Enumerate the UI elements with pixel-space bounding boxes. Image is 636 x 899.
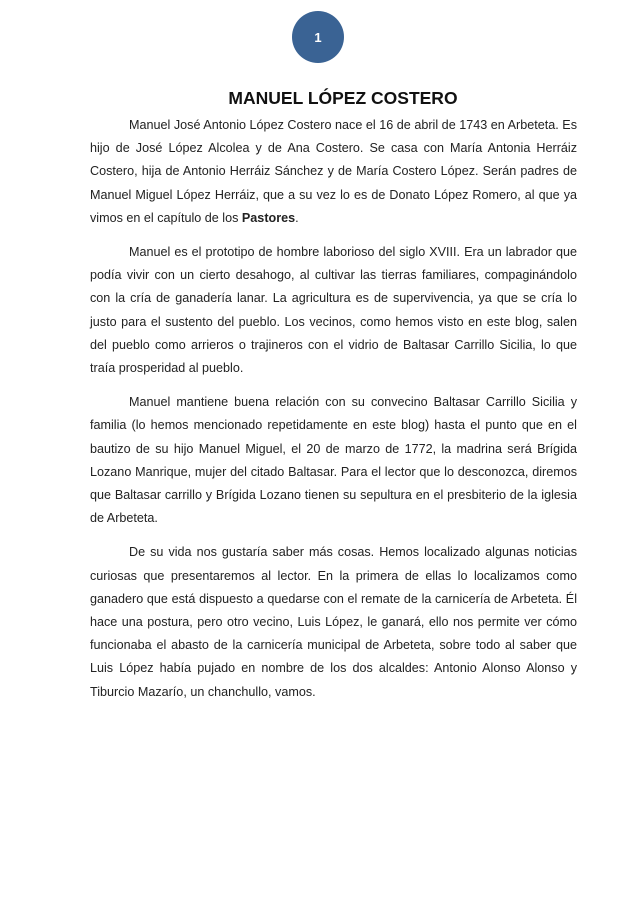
page-title: MANUEL LÓPEZ COSTERO bbox=[228, 87, 458, 108]
paragraph: De su vida nos gustaría saber más cosas. Hemos localizado algunas noticias curiosas que presentaremos al lector. En la primera de ellas lo localizamos como ganadero que está dispuesto a quedarse con el remate de la carnicería de Arbeteta. Él hace una postura, pero otro vecino, Luis López, le ganará, ello nos permite ver cómo funcionaba el abasto de la carnicería municipal de Arbeteta, sobre todo al saber que Luis López había pujado en nombre de los dos alcaldes: Antonio Alonso Alonso y Tiburcio Mazarío, un chanchullo, vamos. bbox=[90, 545, 577, 699]
document-body bbox=[90, 114, 577, 715]
bold-term: Pastores bbox=[241, 210, 296, 225]
page-number: 1 bbox=[314, 29, 322, 45]
paragraph: Manuel es el prototipo de hombre laborioso del siglo XVIII. Era un labrador que podía vivir con un cierto desahogo, al cultivar las tierras familiares, compaginándolo con la cría de ganadería lanar. La agricultura es de supervivencia, ya que se cría lo justo para el sustento del pueblo. Los vecinos, como hemos visto en este blog, salen del pueblo como arrieros o trajineros con el vidrio de Baltasar Carrillo Sicilia, lo que traía prosperidad al pueblo. bbox=[90, 245, 577, 376]
paragraph bbox=[90, 114, 577, 230]
page-number-badge bbox=[292, 11, 344, 63]
paragraph-text: Manuel José Antonio López Costero nace el 16 de abril de 1743 en Arbeteta. Es hijo de José López Alcolea y de Ana Costero. Se casa con María Antonia Herráiz Costero, hija de Antonio Herráiz Sánchez y de María Costero López. Serán padres de Manuel Miguel López Herráiz, que a su vez lo es de Donato López Romero, al que ya vimos en el capítulo de los bbox=[90, 118, 577, 225]
paragraph: Manuel mantiene buena relación con su convecino Baltasar Carrillo Sicilia y familia (lo hemos mencionado repetidamente en este blog) hasta el punto que en el bautizo de su hijo Manuel Miguel, el 20 de marzo de 1772, la madrina será Brígida Lozano Manrique, mujer del citado Baltasar. Para el lector que lo desconozca, diremos que Baltasar carrillo y Brígida Lozano tienen su sepultura en el presbiterio de la iglesia de Arbeteta. bbox=[90, 395, 577, 526]
paragraph-end: . bbox=[295, 210, 299, 225]
